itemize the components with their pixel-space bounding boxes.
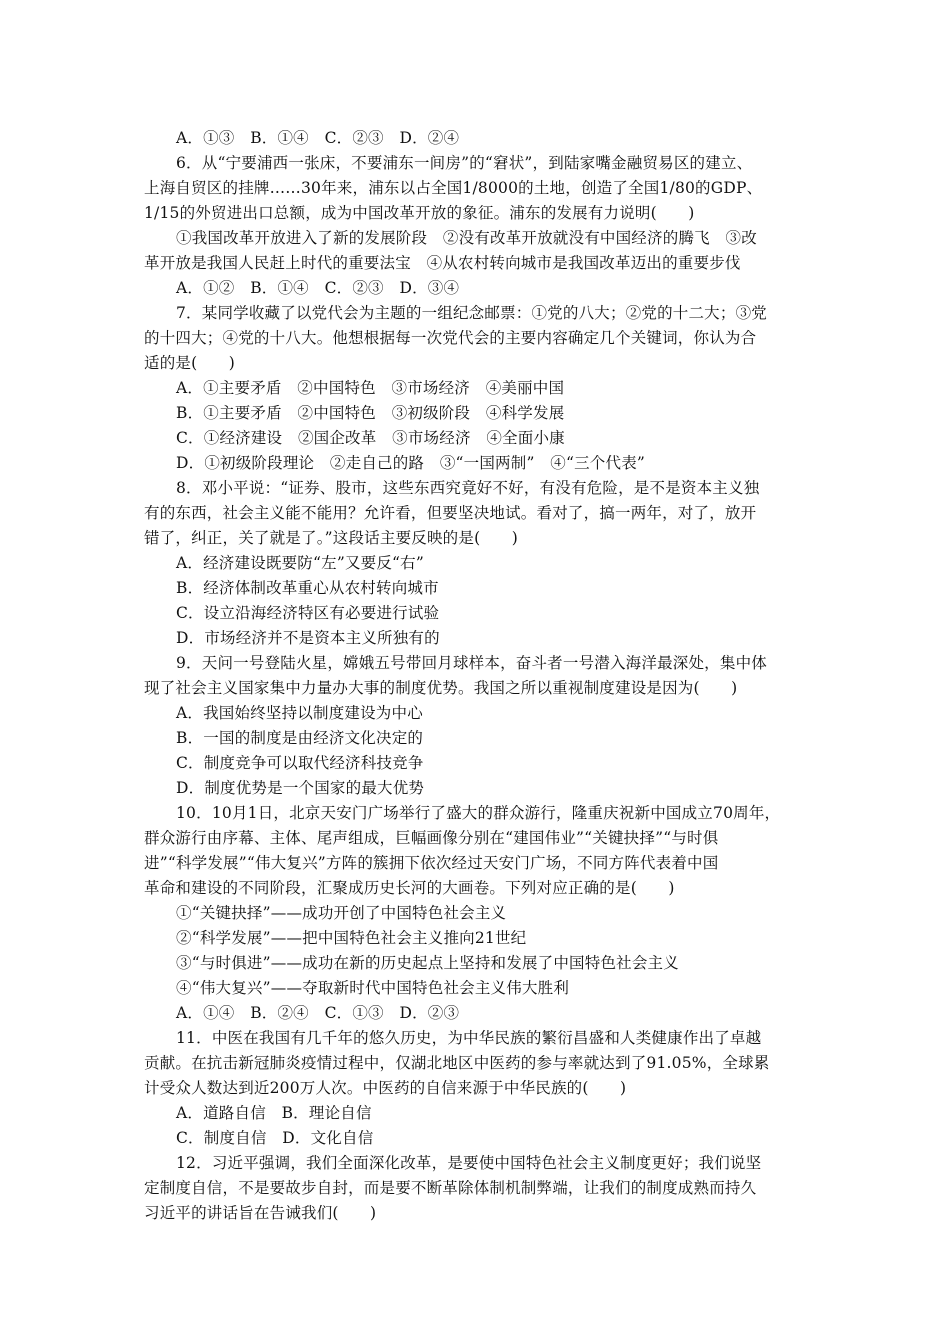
- text-line: A．①③ B．①④ C．②③ D．②④: [176, 129, 460, 147]
- text-line: 7．某同学收藏了以党代会为主题的一组纪念邮票：①党的八大；②党的十二大；③党: [176, 304, 767, 322]
- text-line: 进”“科学发展”“伟大复兴”方阵的簇拥下依次经过天安门广场，不同方阵代表着中国: [144, 854, 719, 872]
- text-line: D．①初级阶段理论 ②走自己的路 ③“一国两制” ④“三个代表”: [176, 454, 646, 472]
- text-line: C．制度自信 D．文化自信: [176, 1129, 374, 1147]
- text-line: 群众游行由序幕、主体、尾声组成，巨幅画像分别在“建国伟业”“关键抉择”“与时俱: [144, 829, 719, 847]
- text-line: 现了社会主义国家集中力量办大事的制度优势。我国之所以重视制度建设是因为( ): [144, 679, 738, 697]
- text-line: 定制度自信，不是要故步自封，而是要不断革除体制机制弊端，让我们的制度成熟而持久: [144, 1179, 757, 1197]
- text-line: A．道路自信 B．理论自信: [176, 1104, 372, 1122]
- text-line: 革开放是我国人民赶上时代的重要法宝 ④从农村转向城市是我国改革迈出的重要步伐: [144, 254, 741, 272]
- text-line: B．经济体制改革重心从农村转向城市: [176, 579, 439, 597]
- text-line: ④“伟大复兴”——夺取新时代中国特色社会主义伟大胜利: [176, 979, 570, 997]
- text-line: 10．10月1日，北京天安门广场举行了盛大的群众游行，隆重庆祝新中国成立70周年，: [176, 804, 781, 822]
- text-line: 习近平的讲话旨在告诫我们( ): [144, 1204, 377, 1222]
- text-line: 适的是( ): [144, 354, 235, 372]
- text-line: A．①② B．①④ C．②③ D．③④: [176, 279, 460, 297]
- text-line: 上海自贸区的挂牌……30年来，浦东以占全国1/8000的土地，创造了全国1/80的GDP、: [144, 179, 763, 197]
- text-line: 8．邓小平说：“证券、股市，这些东西究竟好不好，有没有危险，是不是资本主义独: [176, 479, 760, 497]
- text-line: 11．中医在我国有几千年的悠久历史，为中华民族的繁衍昌盛和人类健康作出了卓越: [176, 1029, 762, 1047]
- text-line: 6．从“宁要浦西一张床，不要浦东一间房”的“窘状”，到陆家嘴金融贸易区的建立、: [176, 154, 753, 172]
- text-line: C．制度竞争可以取代经济科技竞争: [176, 754, 424, 772]
- text-line: ①我国改革开放进入了新的发展阶段 ②没有改革开放就没有中国经济的腾飞 ③改: [176, 229, 757, 247]
- text-line: D．市场经济并不是资本主义所独有的: [176, 629, 440, 647]
- text-line: B．①主要矛盾 ②中国特色 ③初级阶段 ④科学发展: [176, 404, 565, 422]
- text-line: ③“与时俱进”——成功在新的历史起点上坚持和发展了中国特色社会主义: [176, 954, 679, 972]
- text-line: ①“关键抉择”——成功开创了中国特色社会主义: [176, 904, 507, 922]
- text-line: A．①④ B．②④ C．①③ D．②③: [176, 1004, 460, 1022]
- text-line: ②“科学发展”——把中国特色社会主义推向21世纪: [176, 929, 527, 947]
- text-line: 9．天问一号登陆火星，嫦娥五号带回月球样本，奋斗者一号潜入海洋最深处，集中体: [176, 654, 767, 672]
- text-line: 革命和建设的不同阶段，汇聚成历史长河的大画卷。下列对应正确的是( ): [144, 879, 675, 897]
- text-line: 有的东西，社会主义能不能用？允许看，但要坚决地试。看对了，搞一两年，对了，放开: [144, 504, 757, 522]
- text-line: A．①主要矛盾 ②中国特色 ③市场经济 ④美丽中国: [176, 379, 565, 397]
- text-line: 1/15的外贸进出口总额，成为中国改革开放的象征。浦东的发展有力说明( ): [144, 204, 695, 222]
- text-line: A．经济建设既要防“左”又要反“右”: [176, 554, 424, 572]
- text-line: B．一国的制度是由经济文化决定的: [176, 729, 424, 747]
- text-line: C．设立沿海经济特区有必要进行试验: [176, 604, 440, 622]
- text-line: 的十四大；④党的十八大。他想根据每一次党代会的主要内容确定几个关键词，你认为合: [144, 329, 757, 347]
- text-line: A．我国始终坚持以制度建设为中心: [176, 704, 423, 722]
- text-line: 计受众人数达到近200万人次。中医药的自信来源于中华民族的( ): [144, 1079, 627, 1097]
- text-line: D．制度优势是一个国家的最大优势: [176, 779, 425, 797]
- text-line: 12．习近平强调，我们全面深化改革，是要使中国特色社会主义制度更好；我们说坚: [176, 1154, 762, 1172]
- text-line: C．①经济建设 ②国企改革 ③市场经济 ④全面小康: [176, 429, 565, 447]
- text-line: 贡献。在抗击新冠肺炎疫情过程中，仅湖北地区中医药的参与率就达到了91.05%，全球累: [144, 1054, 770, 1072]
- text-line: 错了，纠正，关了就是了。”这段话主要反映的是( ): [144, 529, 518, 547]
